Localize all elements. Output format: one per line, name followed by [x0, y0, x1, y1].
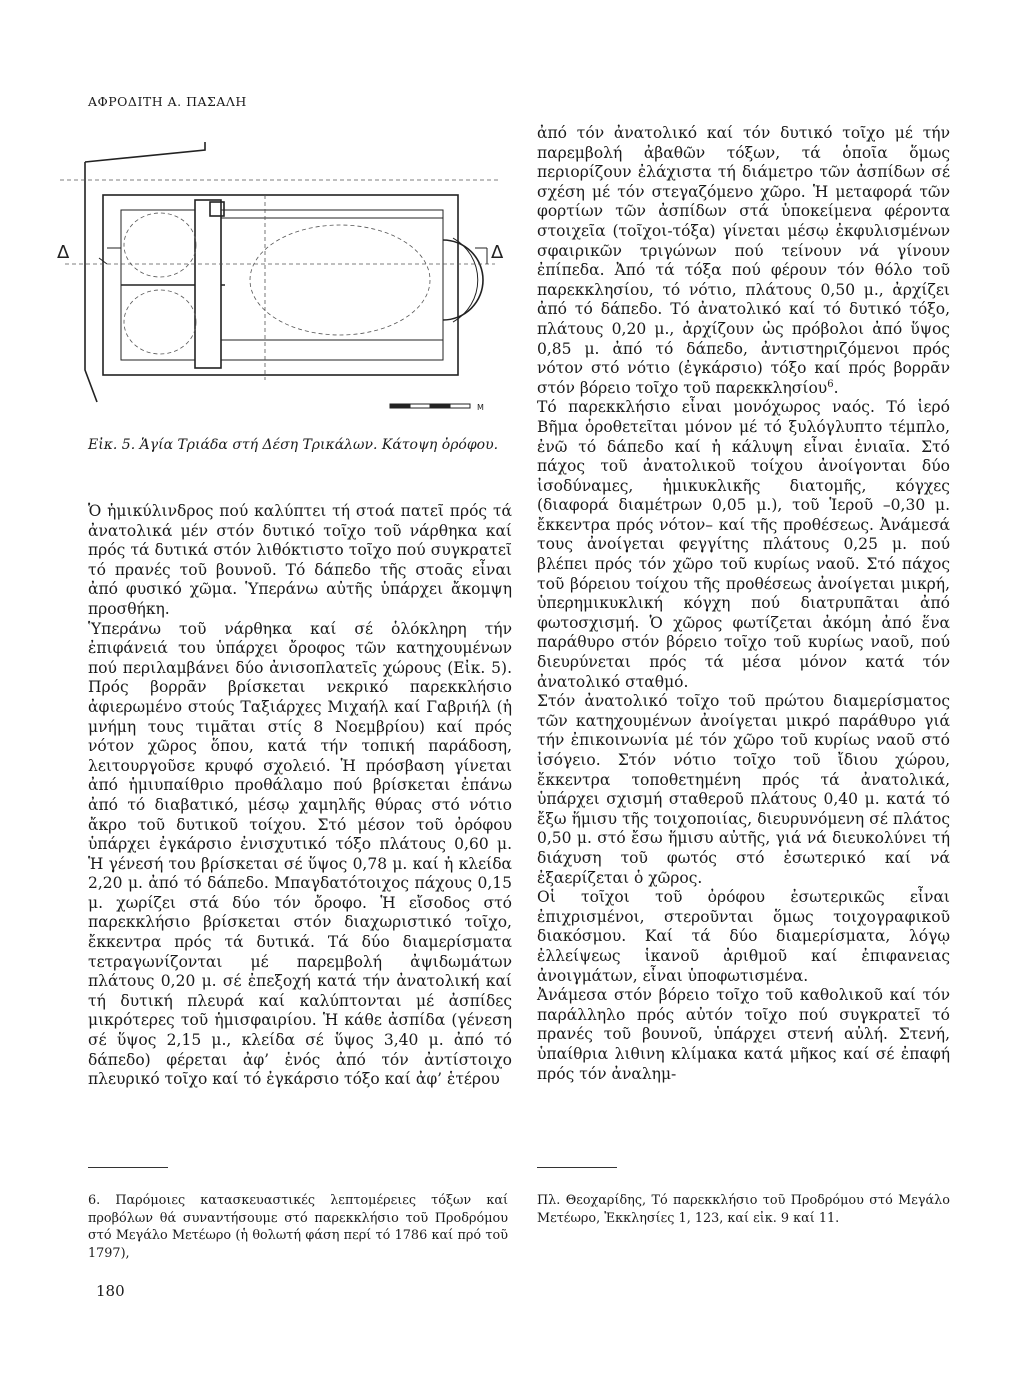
scale-unit: M [477, 403, 484, 412]
section-marker-right: Δ [491, 242, 504, 263]
dome-outline [250, 225, 430, 335]
apse [443, 240, 483, 320]
footnote: Πλ. Θεοχαρίδης, Τό παρεκκλήσιο τοῦ Προδρόμου στό Μεγάλο Μετέωρο, Ἐκκλησίες 1, 123, καί εἰκ. 9 καί 11. [537, 1193, 950, 1226]
scale-bar [390, 404, 470, 408]
paragraph-text: ἀπό τόν ἀνατολικό καί τόν δυτικό τοῖχο μέ τήν παρεμβολή ἀβαθῶν τόξων, τά ὁποῖα ὅμως περιορίζουν ἐλάχιστα τή διάμετρο τῶν ἀσπίδων σέ σχέση μέ τόν στεγαζόμενο χῶρο. Ἡ μεταφορά τῶν φορτίων τῶν ἀσπίδων στά ὑποκείμενα φέροντα στοιχεῖα (τοῖχοι-τόξα) γίνεται μέσῳ ἐκφυλισμένων σφαιρικῶν τριγώνων πού τείνουν νά γίνουν ἐπίπεδα. Ἀπό τά τόξα πού φέρουν τόν θόλο τοῦ παρεκκλησίου, τό νότιο, πλάτους 0,50 μ., ἀρχίζει ἀπό τό δάπεδο. Τό ἀνατολικό καί τό δυτικό τόξο, πλάτους 0,20 μ., ἀρχίζουν ὡς πρόβολοι ἀπό ὕψος 0,85 μ. ἀπό τό δάπεδο, ἀντιστηριζόμενοι πρός νότον στό νότιο (ἐγκάρσιο) τόξο καί πρός βορρᾶν στόν βόρειο τοῖχο τοῦ παρεκκλησίου [537, 124, 950, 397]
paragraph: Ὁ ἡμικύλινδρος πού καλύπτει τή στοά πατεῖ πρός τά ἀνατολικά μέν στόν δυτικό τοῖχο τοῦ νάρθηκα καί πρός τά δυτικά στόν λιθόκτιστο τοῖχο πού συγκρατεῖ τό πρανές τοῦ βουνοῦ. Τό δάπεδο τῆς στοᾶς εἶναι ἀπό φυσικό χῶμα. Ὑπεράνω αὐτῆς ὑπάρχει ἄκομψη προσθήκη. [88, 502, 512, 618]
footnote: 6. Παρόμοιες κατασκευαστικές λεπτομέρειες τόξων καί προβόλων θά συναντήσουμε στό παρεκκλήσιο τοῦ Προδρόμου στό Μεγάλο Μετέωρο (ἡ θολωτή φάση περί τό 1786 καί πρό τοῦ 1797), [88, 1193, 508, 1261]
figure-caption: Εἰκ. 5. Ἁγία Τριάδα στή Δέση Τρικάλων. Κάτοψη ὀρόφου. [88, 437, 499, 453]
left-column [88, 502, 512, 1090]
dome-outline [124, 213, 196, 277]
footnote-ref: 6 [827, 378, 834, 390]
paragraph: Στόν ἀνατολικό τοῖχο τοῦ πρώτου διαμερίσματος τῶν κατηχουμένων ἀνοίγεται μικρό παράθυρο γιά τήν ἐπικοινωνία μέ τόν χῶρο τοῦ κυρίως ναοῦ στό ἰσόγειο. Στόν νότιο τοῖχο τοῦ ἴδιου χώρου, ἔκκεντρα τοποθετημένη πρός τά ἀνατολικά, ὑπάρχει σχισμή σταθεροῦ πλάτους 0,40 μ. κατά τό ἔξω ἥμισυ τῆς τοιχοποιίας, διευρυνόμενη σέ πλάτος 0,50 μ. στό ἔσω ἥμισυ αὐτῆς, γιά νά διευκολύνει τή διάχυση τοῦ φωτός στό ἐσωτερικό καί νά ἐξαερίζεται ὁ χῶρος. [537, 692, 950, 887]
floor-plan-drawing [55, 140, 505, 430]
running-head: ΑΦΡΟΔΙΤΗ Α. ΠΑΣΑΛΗ [88, 94, 247, 109]
footnote-rule [88, 1167, 168, 1168]
paragraph: Ἀνάμεσα στόν βόρειο τοῖχο τοῦ καθολικοῦ καί τόν παράλληλο πρός αὐτόν τοῖχο πού συγκρατεῖ τό πρανές τοῦ βουνοῦ, ὑπάρχει στενή αὐλή. Στενή, ὑπαίθρια λιθινη κλίμακα κατά μῆκος καί σέ ἐπαφή πρός τόν ἀναλημ- [537, 986, 950, 1083]
paragraph-end: . [833, 378, 839, 397]
footnote-rule [537, 1167, 617, 1168]
paragraph [537, 124, 950, 398]
dome-outline [124, 290, 196, 354]
paragraph: Τό παρεκκλήσιο εἶναι μονόχωρος ναός. Τό ἱερό Βῆμα ὁροθετεῖται μόνον μέ τό ξυλόγλυπτο τέμπλο, ἐνῶ τό δάπεδο καί ἡ κάλυψη εἶναι ἑνιαῖα. Στό πάχος τοῦ ἀνατολικοῦ τοίχου ἀνοίγονται δύο ἰσοδύναμες, ἡμικυκλικῆς διατομῆς, κόγχες (διαφορά διαμέτρων 0,05 μ.), τοῦ Ἱεροῦ –0,30 μ. ἔκκεντρα πρός νότον– καί τῆς προθέσεως. Ἀνάμεσά τους ἀνοίγεται φεγγίτης πλάτους 0,25 μ. πού βλέπει πρός τόν χῶρο τοῦ κυρίως ναοῦ. Στό πάχος τοῦ βόρειου τοίχου τῆς προθέσεως ἀνοίγεται μικρή, ὑπερημικυκλική κόγχη πού διατρυπᾶται ἀπό φωτοσχισμή. Ὁ χῶρος φωτίζεται ἀκόμη ἀπό ἕνα παράθυρο στόν βόρειο τοῖχο τοῦ κυρίως ναοῦ, πού διευρύνεται πρός τά μέσα μόνον κατά τόν ἀνατολικό σταθμό. [537, 398, 950, 691]
section-marker-left: Δ [57, 242, 70, 263]
page-number: 180 [96, 1282, 125, 1300]
paragraph: Οἱ τοῖχοι τοῦ ὀρόφου ἐσωτερικῶς εἶναι ἐπιχρισμένοι, στεροῦνται ὅμως τοιχογραφικοῦ διακόσμου. Καί τά δύο διαμερίσματα, λόγῳ ἐλλείψεως ἱκανοῦ ἀριθμοῦ καί ἐπιφανειας ἀνοιγμάτων, εἶναι ὑποφωτισμένα. [537, 888, 950, 985]
paragraph: Ὑπεράνω τοῦ νάρθηκα καί σέ ὁλόκληρη τήν ἐπιφάνειά του ὑπάρχει ὄροφος τῶν κατηχουμένων πού περιλαμβάνει δύο ἀνισοπλατεῖς χώρους (Εἰκ. 5). Πρός βορρᾶν βρίσκεται νεκρικό παρεκκλήσιο ἀφιερωμένο στούς Ταξιάρχες Μιχαήλ καί Γαβριήλ (ἡ μνήμη τους τιμᾶται στίς 8 Νοεμβρίου) καί πρός νότον χῶρος ὅπου, κατά τήν τοπική παράδοση, λειτουργοῦσε κρυφό σχολειό. Ἡ πρόσβαση γίνεται ἀπό ἡμιυπαίθριο προθάλαμο πού βρίσκεται ἐπάνω ἀπό τό διαβατικό, μέσῳ χαμηλῆς θύρας στό νότιο ἄκρο τοῦ δυτικοῦ τοίχου. Στό μέσον τοῦ ὀρόφου ὑπάρχει ἐγκάρσιο ἐνισχυτικό τόξο πλάτους 0,60 μ. Ἡ γένεσή του βρίσκεται σέ ὕψος 0,78 μ. καί ἡ κλείδα 2,20 μ. ἀπό τό δάπεδο. Μπαγδατότοιχος πάχους 0,15 μ. χωρίζει στά δύο τόν ὄροφο. Ἡ εἴσοδος στό παρεκκλήσιο βρίσκεται στόν διαχωριστικό τοῖχο, ἔκκεντρα πρός τά δυτικά. Τά δύο διαμερίσματα τετραγωνίζονται μέ παρεμβολή ἀψιδωμάτων πλάτους 0,20 μ. σέ ἐπεξοχή κατά τήν ἀνατολική καί τή δυτική πλευρά καί καλύπτονται μέ ἀσπίδες μικρότερες τοῦ ἡμισφαιρίου. Ἡ κάθε ἀσπίδα (γένεση σέ ὕψος 2,15 μ., κλείδα σέ ὕψος 3,40 μ. ἀπό τό δάπεδο) φέρεται ἀφ’ ἑνός ἀπό τόν ἀντίστοιχο πλευρικό τοῖχο καί τό ἐγκάρσιο τόξο καί ἀφ’ ἑτέρου [88, 619, 512, 1089]
right-column [537, 124, 950, 1084]
